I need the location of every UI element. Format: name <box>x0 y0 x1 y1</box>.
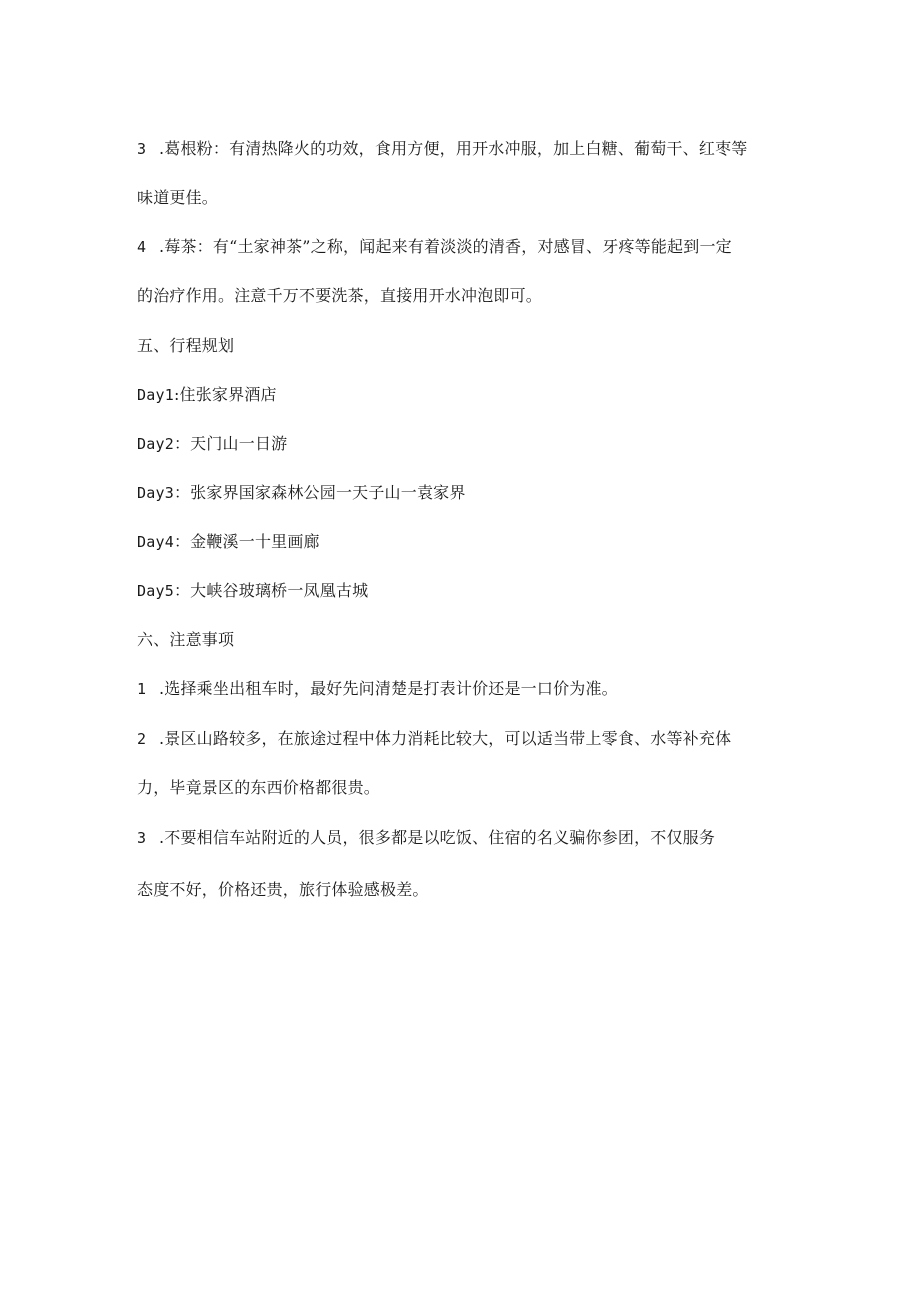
itinerary-day-3 <box>137 483 466 503</box>
itinerary-day-2 <box>137 434 287 454</box>
list-number: 3 <box>137 140 147 158</box>
specialty-item-text: .莓茶：有“土家神茶”之称，闻起来有着淡淡的清香，对感冒、牙疼等能起到一定 <box>159 237 732 256</box>
day-text: ：金鞭溪一十里画廊 <box>173 532 320 551</box>
note-text: .不要相信车站附近的人员，很多都是以吃饭、住宿的名义骗你参团，不仅服务 <box>159 828 716 847</box>
day-text: ：张家界国家森林公园一天子山一袁家界 <box>173 483 466 502</box>
day-text: :住张家界酒店 <box>173 385 277 404</box>
list-number: 3 <box>137 829 147 847</box>
note-item-2-line-1 <box>137 729 731 749</box>
note-item-2-line-2: 力，毕竟景区的东西价格都很贵。 <box>137 778 381 797</box>
list-number: 4 <box>137 238 147 256</box>
specialty-item-4-line-1 <box>137 237 732 257</box>
day-label: Day1 <box>137 386 174 404</box>
specialty-item-3-line-2: 味道更佳。 <box>137 188 219 207</box>
specialty-item-text: .葛根粉：有清热降火的功效，食用方便，用开水冲服，加上白糖、葡萄干、红枣等 <box>159 139 748 158</box>
list-number: 1 <box>137 680 147 698</box>
day-text: ：天门山一日游 <box>173 434 288 453</box>
itinerary-day-4 <box>137 532 320 552</box>
day-text: ：大峡谷玻璃桥一凤凰古城 <box>173 581 369 600</box>
itinerary-day-1 <box>137 385 277 405</box>
section-heading-itinerary: 五、行程规划 <box>137 336 235 355</box>
section-heading-notes: 六、注意事项 <box>137 630 235 649</box>
note-item-3-line-1 <box>137 828 715 848</box>
note-item-3-line-2: 态度不好，价格还贵，旅行体验感极差。 <box>137 880 429 899</box>
day-label: Day3 <box>137 484 174 502</box>
day-label: Day5 <box>137 582 174 600</box>
specialty-item-4-line-2: 的治疗作用。注意千万不要洗茶，直接用开水冲泡即可。 <box>137 286 543 305</box>
list-number: 2 <box>137 730 147 748</box>
note-item-1-line-1 <box>137 679 618 699</box>
day-label: Day4 <box>137 533 174 551</box>
specialty-item-3-line-1 <box>137 139 748 159</box>
note-text: .景区山路较多，在旅途过程中体力消耗比较大，可以适当带上零食、水等补充体 <box>159 729 732 748</box>
note-text: .选择乘坐出租车时，最好先问清楚是打表计价还是一口价为准。 <box>159 679 618 698</box>
day-label: Day2 <box>137 435 174 453</box>
itinerary-day-5 <box>137 581 368 601</box>
